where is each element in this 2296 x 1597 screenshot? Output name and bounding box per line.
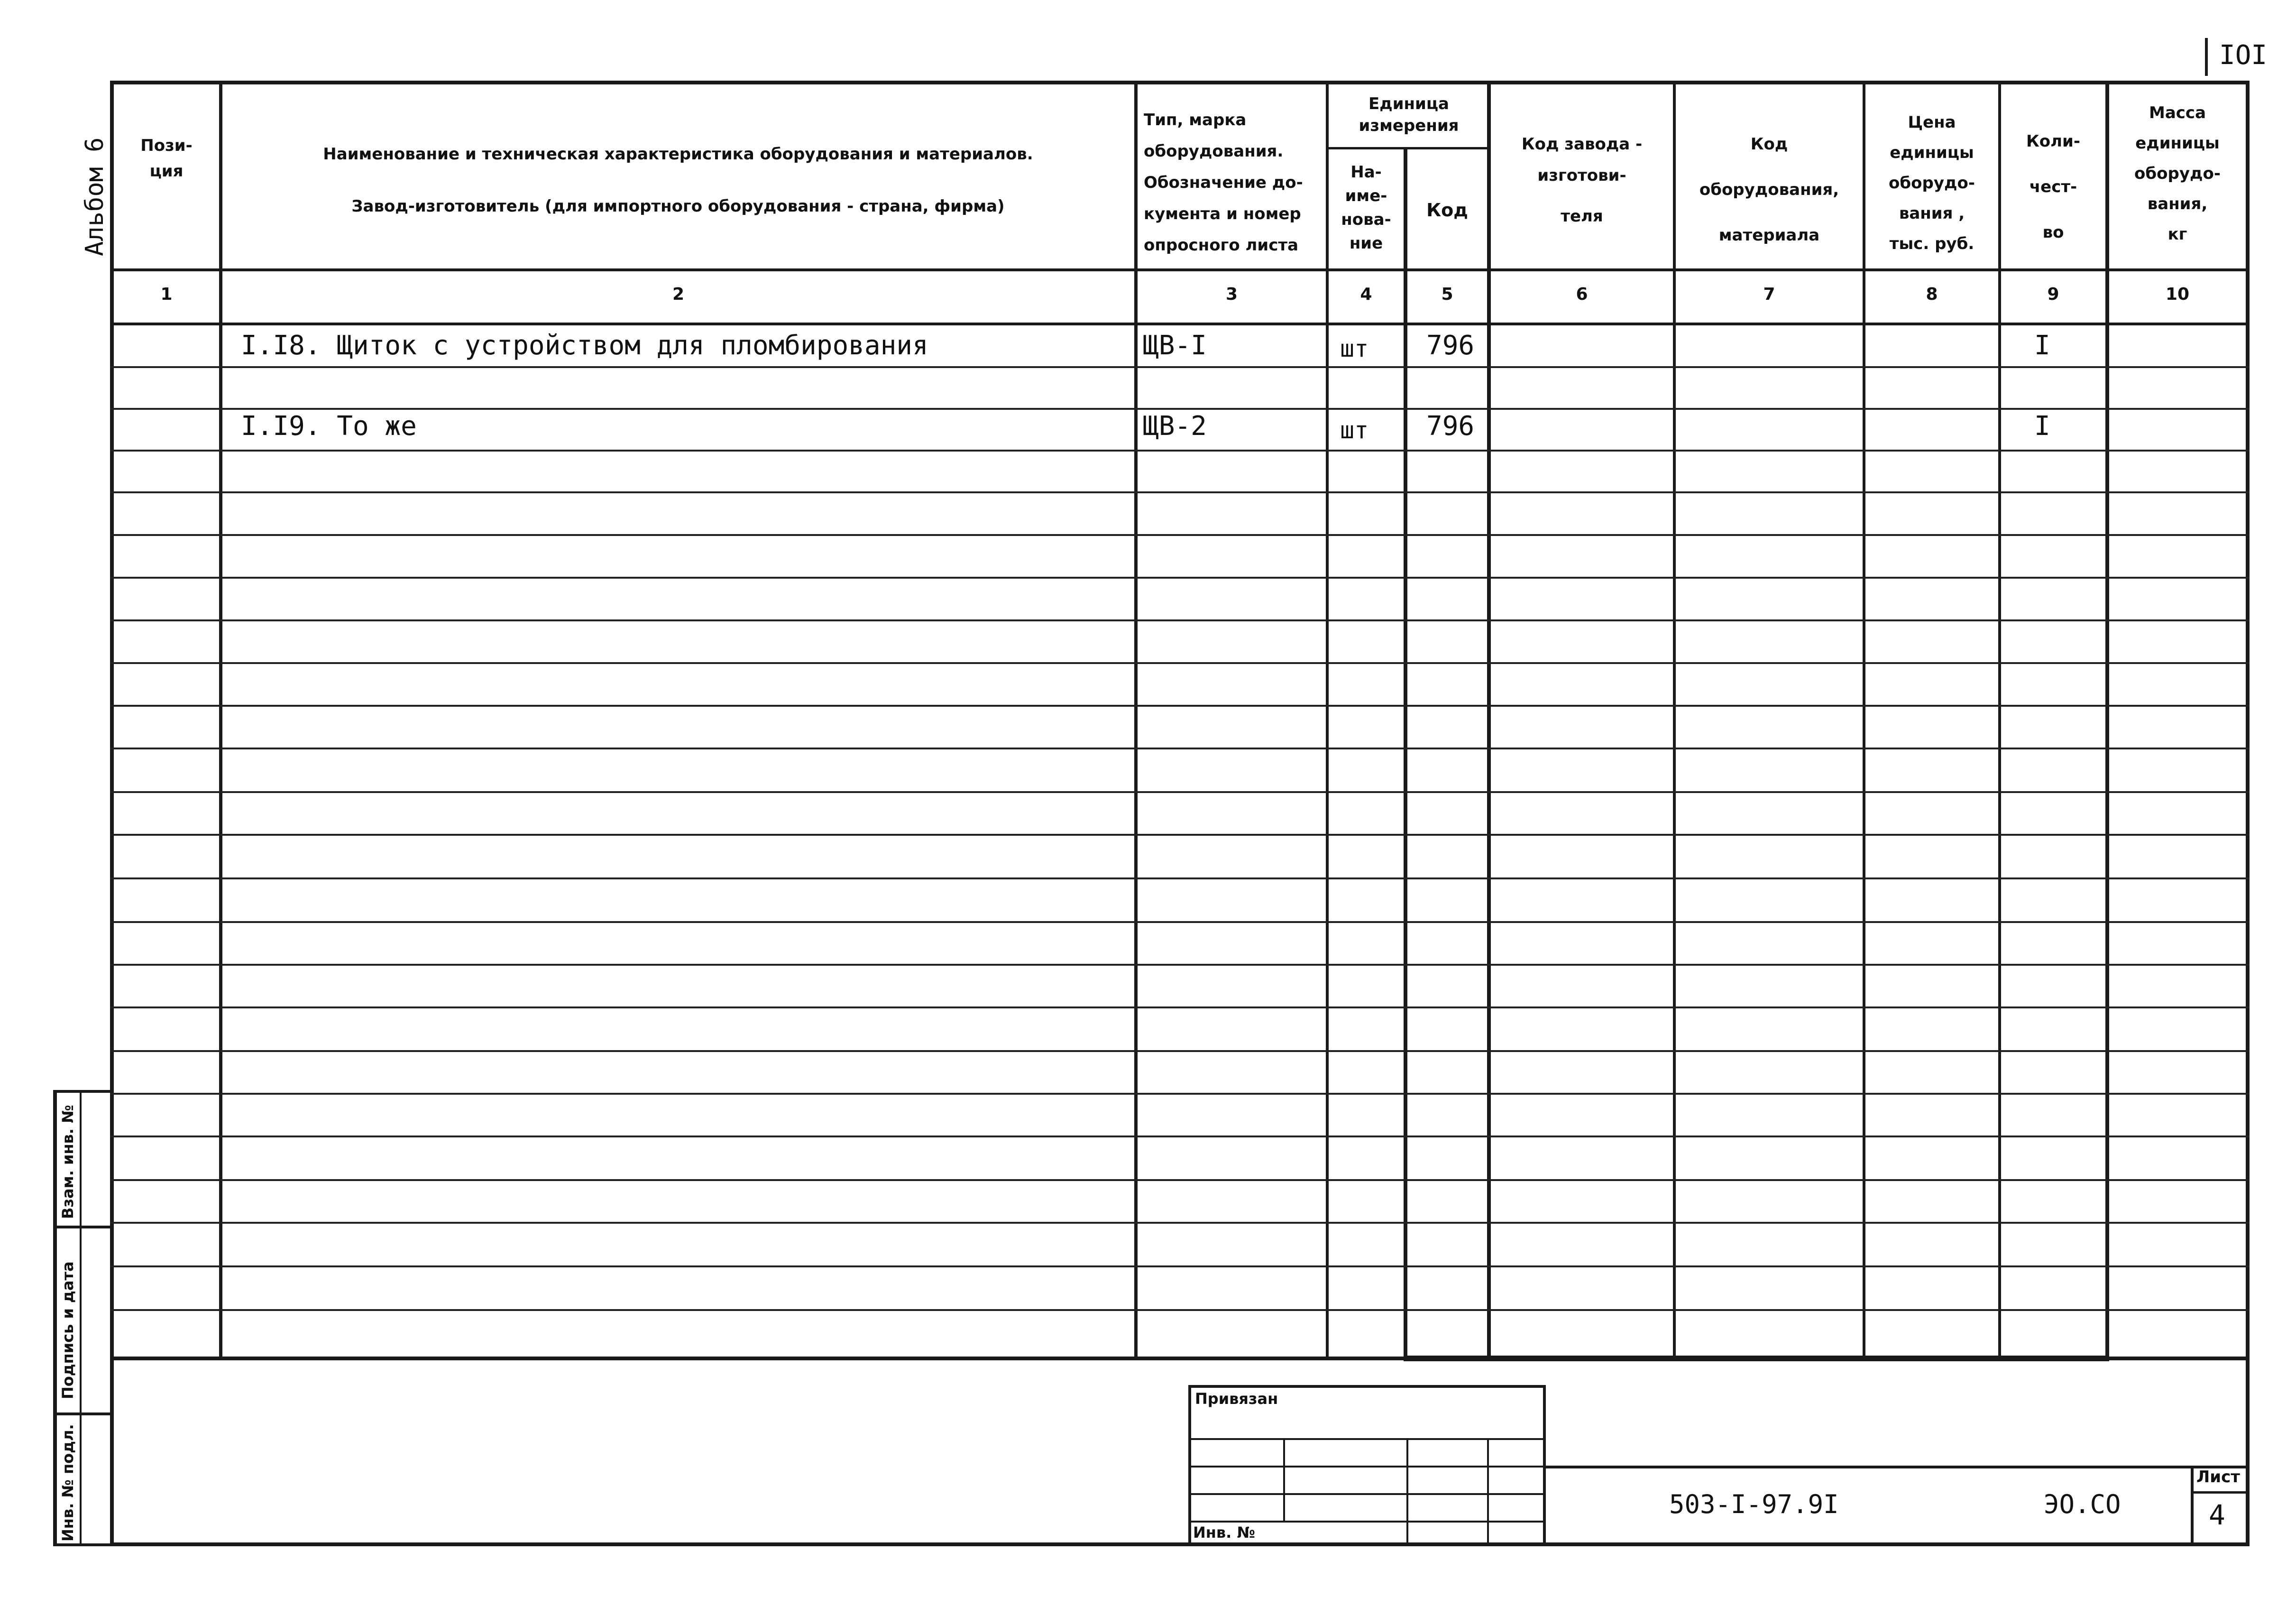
row-code: 796: [1426, 411, 1475, 442]
header-price: Цена единицы оборудо- вания , тыс. руб.: [1889, 113, 1975, 253]
row-type: ЩВ-I: [1143, 330, 1207, 361]
header-unit-group: Единица измерения: [1359, 94, 1459, 135]
header-unit-code: Код: [1426, 200, 1468, 221]
col-number: 7: [1763, 285, 1775, 304]
col-number: 1: [160, 285, 173, 304]
col-number: 10: [2165, 285, 2190, 304]
row-unit: шт: [1340, 416, 1369, 444]
sheet-number: 4: [2209, 1499, 2225, 1531]
header-position: Пози- ция: [140, 136, 193, 181]
row-name: I.I9. То же: [241, 411, 417, 442]
header-unit-name: На- име- нова- ние: [1341, 163, 1391, 253]
page-number: IOI: [2219, 40, 2268, 71]
inv-no-label: Инв. №: [1193, 1523, 1255, 1542]
row-code: 796: [1426, 330, 1475, 361]
privyazan-label: Привязан: [1195, 1390, 1278, 1408]
album-label: Альбом 6: [81, 137, 109, 256]
header-name: Наименование и техническая характеристика оборудования и материалов. Завод-изготовитель (для импортного оборудования - страна, фирма): [323, 145, 1033, 216]
header-equipment-code: Код оборудования, материала: [1699, 135, 1839, 245]
col-number: 6: [1576, 285, 1588, 304]
row-qty: I: [2034, 411, 2050, 442]
header-mass: Масса единицы оборудо- вания, кг: [2134, 103, 2221, 244]
stamp-inv-podl: Инв. № подл.: [59, 1424, 77, 1542]
col-number: 2: [672, 285, 685, 304]
row-qty: I: [2034, 330, 2050, 361]
header-quantity: Коли- чест- во: [2026, 132, 2080, 242]
row-name: I.I8. Щиток с устройством для пломбирования: [241, 330, 928, 361]
document-code: 503-I-97.9I: [1669, 1489, 1839, 1519]
col-number: 8: [1926, 285, 1938, 304]
sheet-label: Лист: [2196, 1468, 2240, 1486]
header-manufacturer-code: Код завода - изготови- теля: [1521, 135, 1643, 226]
stamp-vzam-inv: Взам. инв. №: [59, 1105, 77, 1219]
stamp-podpis-data: Подпись и дата: [59, 1261, 77, 1399]
row-unit: шт: [1340, 335, 1369, 362]
row-type: ЩВ-2: [1143, 411, 1207, 442]
col-number: 5: [1441, 285, 1453, 304]
section-code: ЭО.СО: [2044, 1489, 2121, 1519]
page-number-box: [2205, 38, 2276, 76]
col-number: 3: [1225, 285, 1238, 304]
header-type: Тип, марка оборудования. Обозначение до- кумента и номер опросного листа: [1144, 111, 1303, 255]
col-number: 9: [2047, 285, 2059, 304]
col-number: 4: [1360, 285, 1372, 304]
